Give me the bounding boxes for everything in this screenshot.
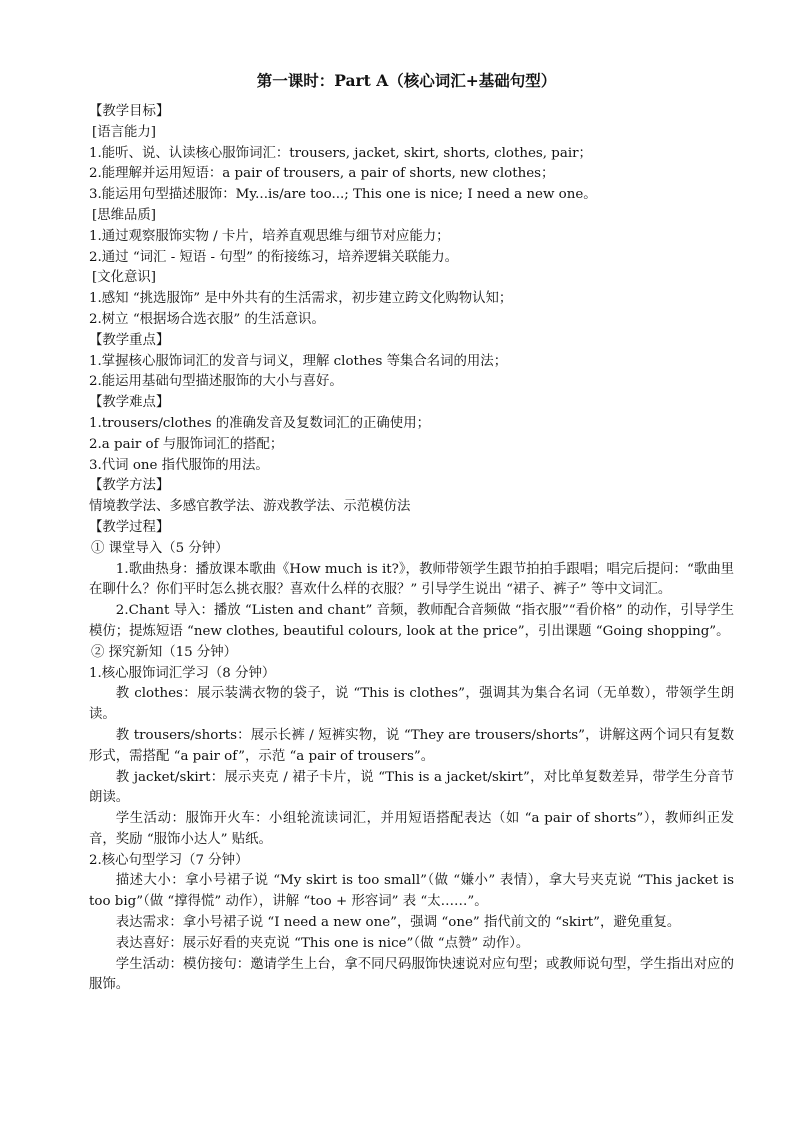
section-heading-process: 【教学过程】 bbox=[89, 519, 170, 535]
explore-paragraph-activity-1: 学生活动：服饰开火车：小组轮流读词汇，并用短语搭配表达（如 “a pair of shorts”），教师纠正发音，奖励 “服饰小达人” 贴纸。 bbox=[89, 811, 734, 847]
goal-language-2: 2.能理解并运用短语：a pair of trousers, a pair of shorts, new clothes； bbox=[89, 166, 555, 182]
key-point-2: 2.能运用基础句型描述服饰的大小与喜好。 bbox=[89, 374, 343, 390]
intro-paragraph-2: 2.Chant 导入：播放 “Listen and chant” 音频，教师配合音频做 “指衣服”“看价格” 的动作，引导学生模仿；提炼短语 “new clothes, beautiful colours, look at the price”，引出课题 “Going shopping”。 bbox=[89, 603, 734, 639]
section-heading-goals: 【教学目标】 bbox=[89, 104, 170, 119]
goal-culture-1: 1.感知 “挑选服饰” 是中外共有的生活需求，初步建立跨文化购物认知； bbox=[89, 291, 513, 307]
goal-language-3: 3.能运用句型描述服饰：My...is/are too...; This one is nice; I need a new one。 bbox=[89, 187, 597, 203]
step-heading-intro: ① 课堂导入（5 分钟） bbox=[91, 540, 229, 556]
explore-paragraph-clothes: 教 clothes：展示装满衣物的袋子，说 “This is clothes”，强调其为集合名词（无单数），带领学生朗读。 bbox=[89, 686, 734, 723]
section-heading-key-points: 【教学重点】 bbox=[89, 332, 170, 348]
methods-text: 情境教学法、多感官教学法、游戏教学法、示范模仿法 bbox=[89, 499, 411, 515]
explore-paragraph-trousers: 教 trousers/shorts：展示长裤 / 短裤实物，说 “They are trousers/shorts”，讲解这两个词只有复数形式，需搭配 “a pair of”，示范 “a pair of trousers”。 bbox=[89, 727, 734, 764]
section-heading-methods: 【教学方法】 bbox=[89, 478, 170, 494]
section-heading-difficulties: 【教学难点】 bbox=[89, 395, 170, 411]
subsection-heading-culture: [文化意识] bbox=[92, 270, 157, 286]
explore-paragraph-jacket: 教 jacket/skirt：展示夹克 / 裙子卡片，说 “This is a jacket/skirt”，对比单复数差异，带学生分音节朗读。 bbox=[89, 769, 734, 806]
explore-paragraph-preference: 表达喜好：展示好看的夹克说 “This one is nice”（做 “点赞” 动作）。 bbox=[115, 935, 530, 951]
goal-thinking-1: 1.通过观察服饰实物 / 卡片，培养直观思维与细节对应能力； bbox=[89, 228, 450, 244]
subsection-heading-language: [语言能力] bbox=[92, 124, 157, 140]
page-title: 第一课时：Part A（核心词汇+基础句型） bbox=[256, 71, 557, 90]
goal-thinking-2: 2.通过 “词汇 - 短语 - 句型” 的衔接练习，培养逻辑关联能力。 bbox=[89, 249, 459, 265]
step-heading-explore: ② 探究新知（15 分钟） bbox=[91, 644, 238, 660]
difficulty-2: 2.a pair of 与服饰词汇的搭配； bbox=[89, 436, 284, 452]
intro-paragraph-1: 1.歌曲热身：播放课本歌曲《How much is it?》，教师带领学生跟节拍拍手跟唱；唱完后提问：“歌曲里在聊什么？你们平时怎么挑衣服？喜欢什么样的衣服？” 引导学生说出 “裙子、裤子” 等中文词汇。 bbox=[89, 561, 734, 598]
subsection-heading-thinking: [思维品质] bbox=[92, 207, 157, 223]
subheading-vocabulary: 1.核心服饰词汇学习（8 分钟） bbox=[89, 665, 276, 681]
explore-paragraph-need: 表达需求：拿小号裙子说 “I need a new one”，强调 “one” 指代前文的 “skirt”，避免重复。 bbox=[115, 915, 681, 931]
goal-culture-2: 2.树立 “根据场合选衣服” 的生活意识。 bbox=[89, 311, 325, 327]
subheading-sentences: 2.核心句型学习（7 分钟） bbox=[89, 852, 249, 868]
difficulty-3: 3.代词 one 指代服饰的用法。 bbox=[89, 457, 269, 473]
difficulty-1: 1.trousers/clothes 的准确发音及复数词汇的正确使用； bbox=[89, 415, 430, 431]
key-point-1: 1.掌握核心服饰词汇的发音与词义，理解 clothes 等集合名词的用法； bbox=[89, 353, 508, 369]
goal-language-1: 1.能听、说、认读核心服饰词汇：trousers, jacket, skirt, shorts, clothes, pair； bbox=[89, 145, 592, 161]
explore-paragraph-activity-2: 学生活动：模仿接句：邀请学生上台，拿不同尺码服饰快速说对应句型；或教师说句型，学生指出对应的服饰。 bbox=[89, 956, 734, 993]
explore-paragraph-size: 描述大小：拿小号裙子说 “My skirt is too small”（做 “嫌小” 表情），拿大号夹克说 “This jacket is too big”（做 “撑得慌” 动作），讲解 “too + 形容词” 表 “太……”。 bbox=[89, 873, 734, 910]
